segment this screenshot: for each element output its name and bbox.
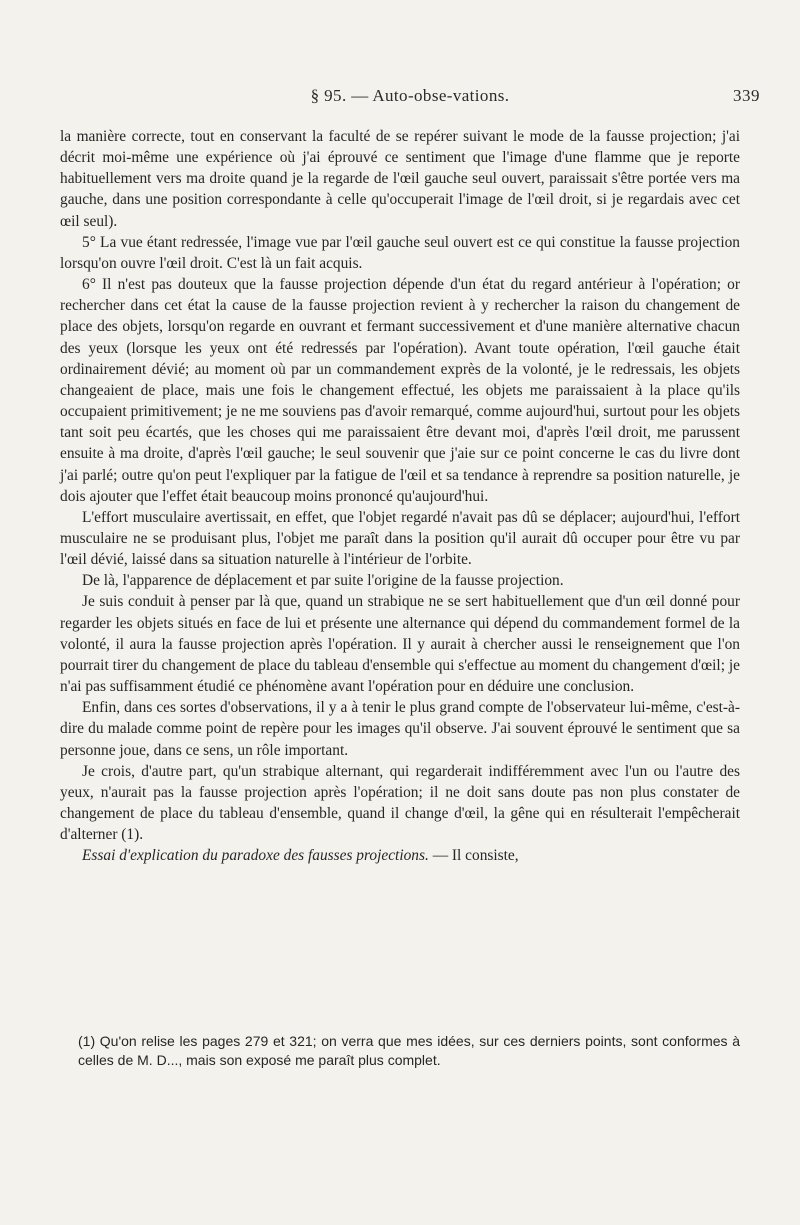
paragraph: De là, l'apparence de déplacement et par suite l'origine de la fausse projection. (82, 572, 564, 590)
paragraph: 6° Il n'est pas douteux que la fausse projection dépende d'un état du regard antérieur à l'opération; or rechercher dans cet état la cause de la fausse projection revient à y rechercher la raison du changement de place des objets, lorsqu'on regarde en ouvrant et fermant successivement et d'une manière alternative chacun des yeux (lorsque les yeux ont été redressés par l'opération). Avant toute opération, l'œil gauche était ordinairement dévié; au moment où par un commandement exprès de la volonté, je le redressais, les objets changeaient de place, mais une fois le changement effectué, les objets me paraissaient à la place qu'ils occupaient primitivement; je ne me souviens pas d'avoir remarqué, comme aujourd'hui, surtout pour les objets tant soit peu écartés, que les choses qui me paraissaient être devant moi, d'après l'œil droit, me parussent ensuite à ma droite, d'après l'œil gauche; le seul souvenir que j'aie sur ce point concerne le cas du livre dont j'ai parlé; outre qu'on peut l'expliquer par la fatigue de l'œil et sa tendance à reprendre sa position naturelle, je dois ajouter que l'effet était beaucoup moins prononcé qu'aujourd'hui. (60, 276, 740, 505)
paragraph-continuation: — Il consiste, (428, 847, 519, 865)
paragraph: la manière correcte, tout en conservant la faculté de se repérer suivant le mode de la fausse projection; j'ai décrit moi-même une expérience où j'ai éprouvé ce sentiment que l'image d'une flamme que je reporte habituellement vers ma droite quand je la regarde de l'œil gauche seul ouvert, paraissait s'être portée vers ma gauche, dans une position correspondante à celle qu'occuperait l'image de l'œil droit, si je regardais avec cet œil seul). (60, 128, 740, 230)
paragraph: Je crois, d'autre part, qu'un strabique alternant, qui regarderait indifféremment avec l'un ou l'autre des yeux, n'aurait pas la fausse projection après l'opération; il ne doit sans doute pas non plus constater de changement de place du tableau d'ensemble, quand il change d'œil, la gêne qui en résulterait l'empêcherait d'alterner (1). (60, 762, 740, 844)
running-header (60, 86, 760, 116)
body-text (60, 126, 740, 866)
footnote-text: (1) Qu'on relise les pages 279 et 321; on verra que mes idées, sur ces derniers points, sont conformes à celles de M. D..., mais son exposé me paraît plus complet. (78, 1033, 740, 1068)
paragraph: L'effort musculaire avertissait, en effet, que l'objet regardé n'avait pas dû se déplacer; aujourd'hui, l'effort musculaire ne se produisant plus, l'objet me paraît dans la position qu'il aurait dû occuper pour être vu par l'œil dévié, laissé dans sa situation naturelle à l'intérieur de l'orbite. (60, 508, 740, 569)
paragraph: Enfin, dans ces sortes d'observations, il y a à tenir le plus grand compte de l'observateur lui-même, c'est-à-dire du malade comme point de repère pour les images qu'il observe. J'ai souvent éprouvé le sentiment que sa personne joue, dans ce sens, un rôle important. (60, 699, 740, 759)
footnote (78, 1032, 740, 1069)
running-title: § 95. — Auto-obse-vations. (310, 86, 510, 105)
paragraph: Je suis conduit à penser par là que, quand un strabique ne se sert habituellement que d'un œil donné pour regarder les objets situés en face de lui et présente une alternance qui dépend du commandement formel de la volonté, il aura la fausse projection après l'opération. Il y aurait à chercher aussi le renseignement que l'on pourrait tirer du changement de place du tableau d'ensemble qui s'effectue au moment du changement d'œil; je n'ai pas suffisamment étudié ce phénomène avant l'opération pour en déduire une conclusion. (60, 593, 740, 696)
paragraph: 5° La vue étant redressée, l'image vue par l'œil gauche seul ouvert est ce qui constitue la fausse projection lorsqu'on ouvre l'œil droit. C'est là un fait acquis. (60, 233, 740, 272)
page-number: 339 (733, 86, 760, 105)
paragraph-section-start (60, 845, 740, 866)
section-heading-italic: Essai d'explication du paradoxe des fausses projections. (82, 847, 429, 865)
